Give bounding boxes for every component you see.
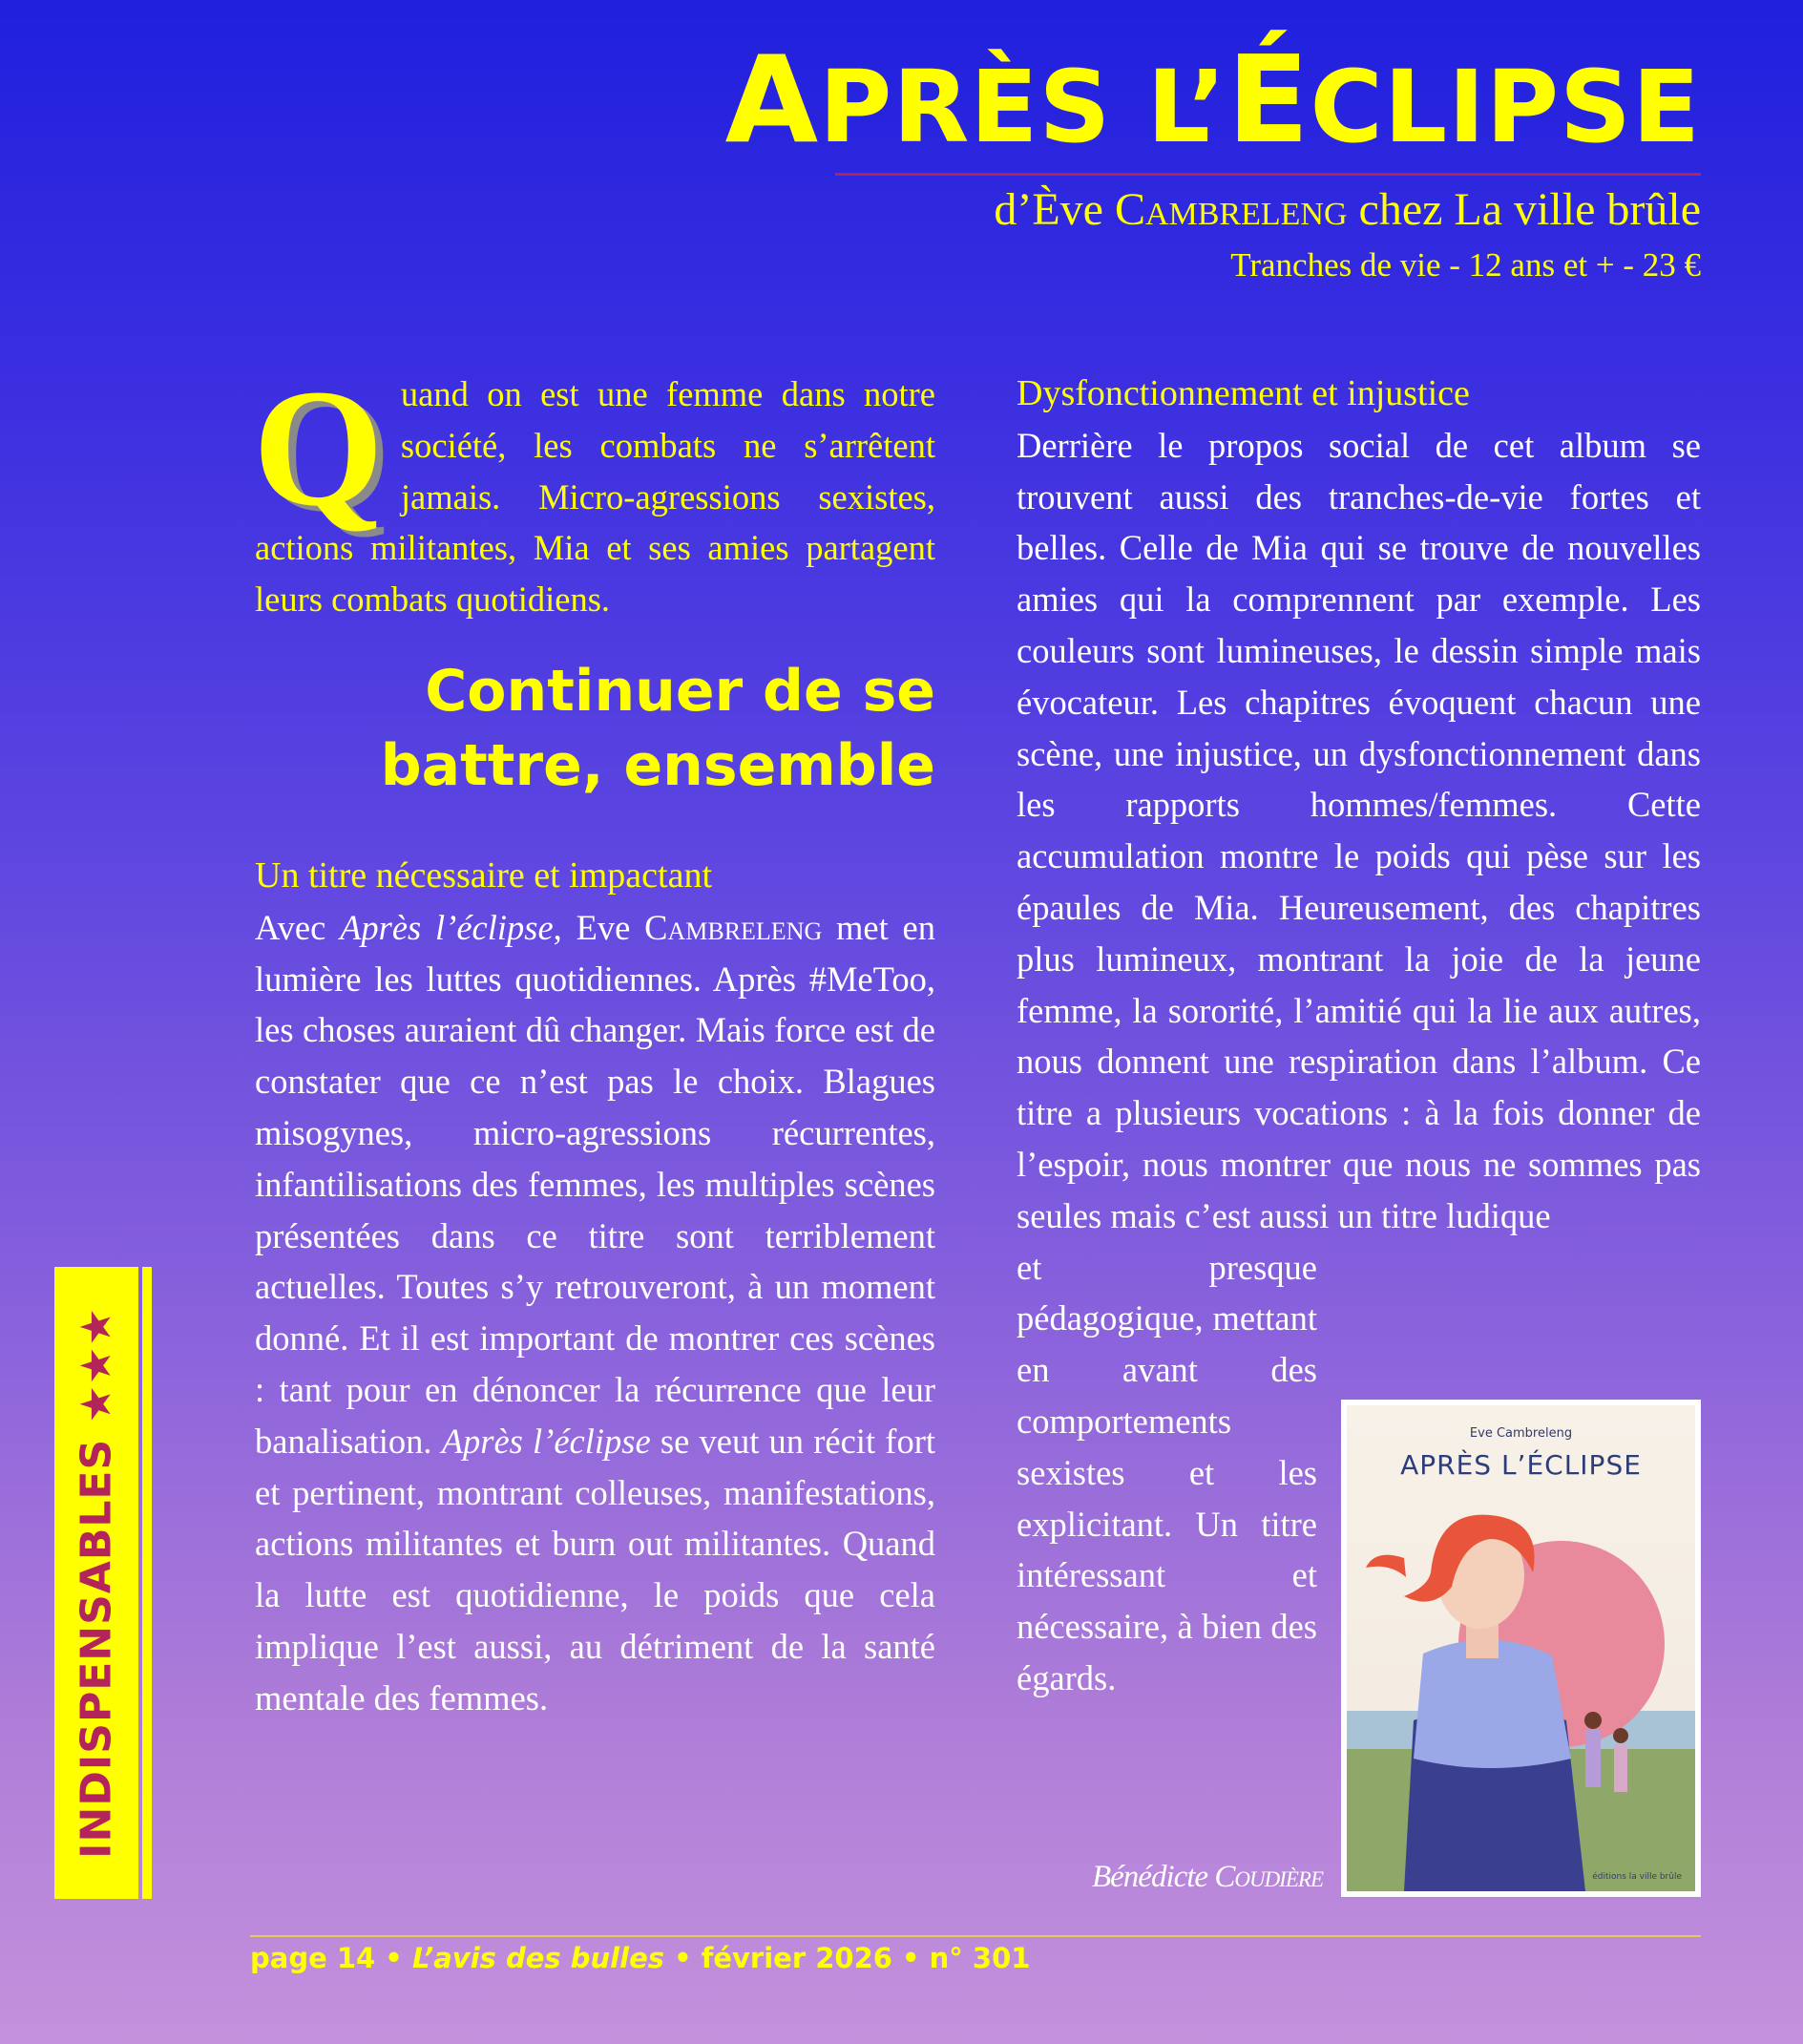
intro-paragraph: Quand on est une femme dans notre société, les combats ne s’arrêtent jamais. Micro-agressions sexistes, actions militantes, Mia et ses amies partagent leurs combats quotidiens. [253,355,935,620]
signature: Bénédicte Coudière [1092,1860,1323,1894]
body-right: Derrière le propos social de cet album se trouvent aussi des tranches-de-vie fortes et belles. Celle de Mia qui se trouve de nouvelles amies qui la comprennent par exemple. Les couleurs sont lumineuses, le dessin simple mais évocateur. Les chapitres évoquent chacun une scène, une injustice, un dysfonctionnement dans les rapports hommes/femmes. Cette accumulation montre le poids qui pèse sur les épaules de Mia. Heureusement, des chapitres plus lumineux, montrant la joie de la jeune femme, la sororité, l’amitié qui la lie aux autres, nous donnent une respiration dans l’album. Ce titre a plusieurs vocations : à la fois donner de l’espoir, nous montrer que nous ne sommes pas seules mais c’est aussi un titre ludique [1017,425,1701,1235]
rating-sidebar [54,1267,152,1899]
section-title-right: Dysfonctionnement et injustice [1017,373,1470,413]
byline: d’Ève Cambreleng chez La ville brûle [994,184,1701,235]
body-right-tail: et presque pédagogique, mettant en avant des comportements sexistes et les explicitant. Un titre intéressant et nécessaire, à bien des égards. [1017,1247,1317,1697]
cover-author: Eve Cambreleng [1469,1426,1573,1441]
cover-title: APRÈS L’ÉCLIPSE [1400,1449,1642,1481]
body-left: Avec Après l’éclipse, Eve Cambreleng met en lumière les luttes quotidiennes. Après #MeToo, les choses auraient dû changer. Mais force est de constater que ce n’est pas le choix. Blagues misogynes, micro-agressions récurrentes, infantilisations des femmes, les multiples scènes présentées dans ce titre sont terriblement actuelles. Toutes s’y retrouveront, à un moment donné. Et il est important de montrer ces scènes : tant pour en dénoncer la récurrence que leur banalisation. Après l’éclipse se veut un récit fort et pertinent, montrant colleuses, manifestations, actions militantes et burn out militantes. Quand la lutte est quotidienne, le poids que cela implique l’est aussi, au détriment de la santé mentale des femmes. [255,907,936,1717]
article-title: APRÈS L’ÉCLIPSE [724,30,1701,170]
footer-rule [250,1935,1701,1937]
left-column [253,355,936,1724]
title-rule [835,173,1701,176]
rating-label: INDISPENSABLES ★★★ [72,1307,121,1859]
footer: page 14 • L’avis des bulles • février 2026 • n° 301 [250,1942,1031,1974]
author-name: Cambreleng [1114,184,1348,235]
section-title-left: Un titre nécessaire et impactant [255,854,713,896]
book-meta: Tranches de vie - 12 ans et + - 23 € [1230,246,1701,284]
subheading: Continuer de se battre, ensemble [380,657,935,799]
cover-publisher: éditions la ville brûle [1592,1872,1682,1882]
drop-cap: Q [253,355,384,541]
book-cover [1341,1400,1701,1897]
